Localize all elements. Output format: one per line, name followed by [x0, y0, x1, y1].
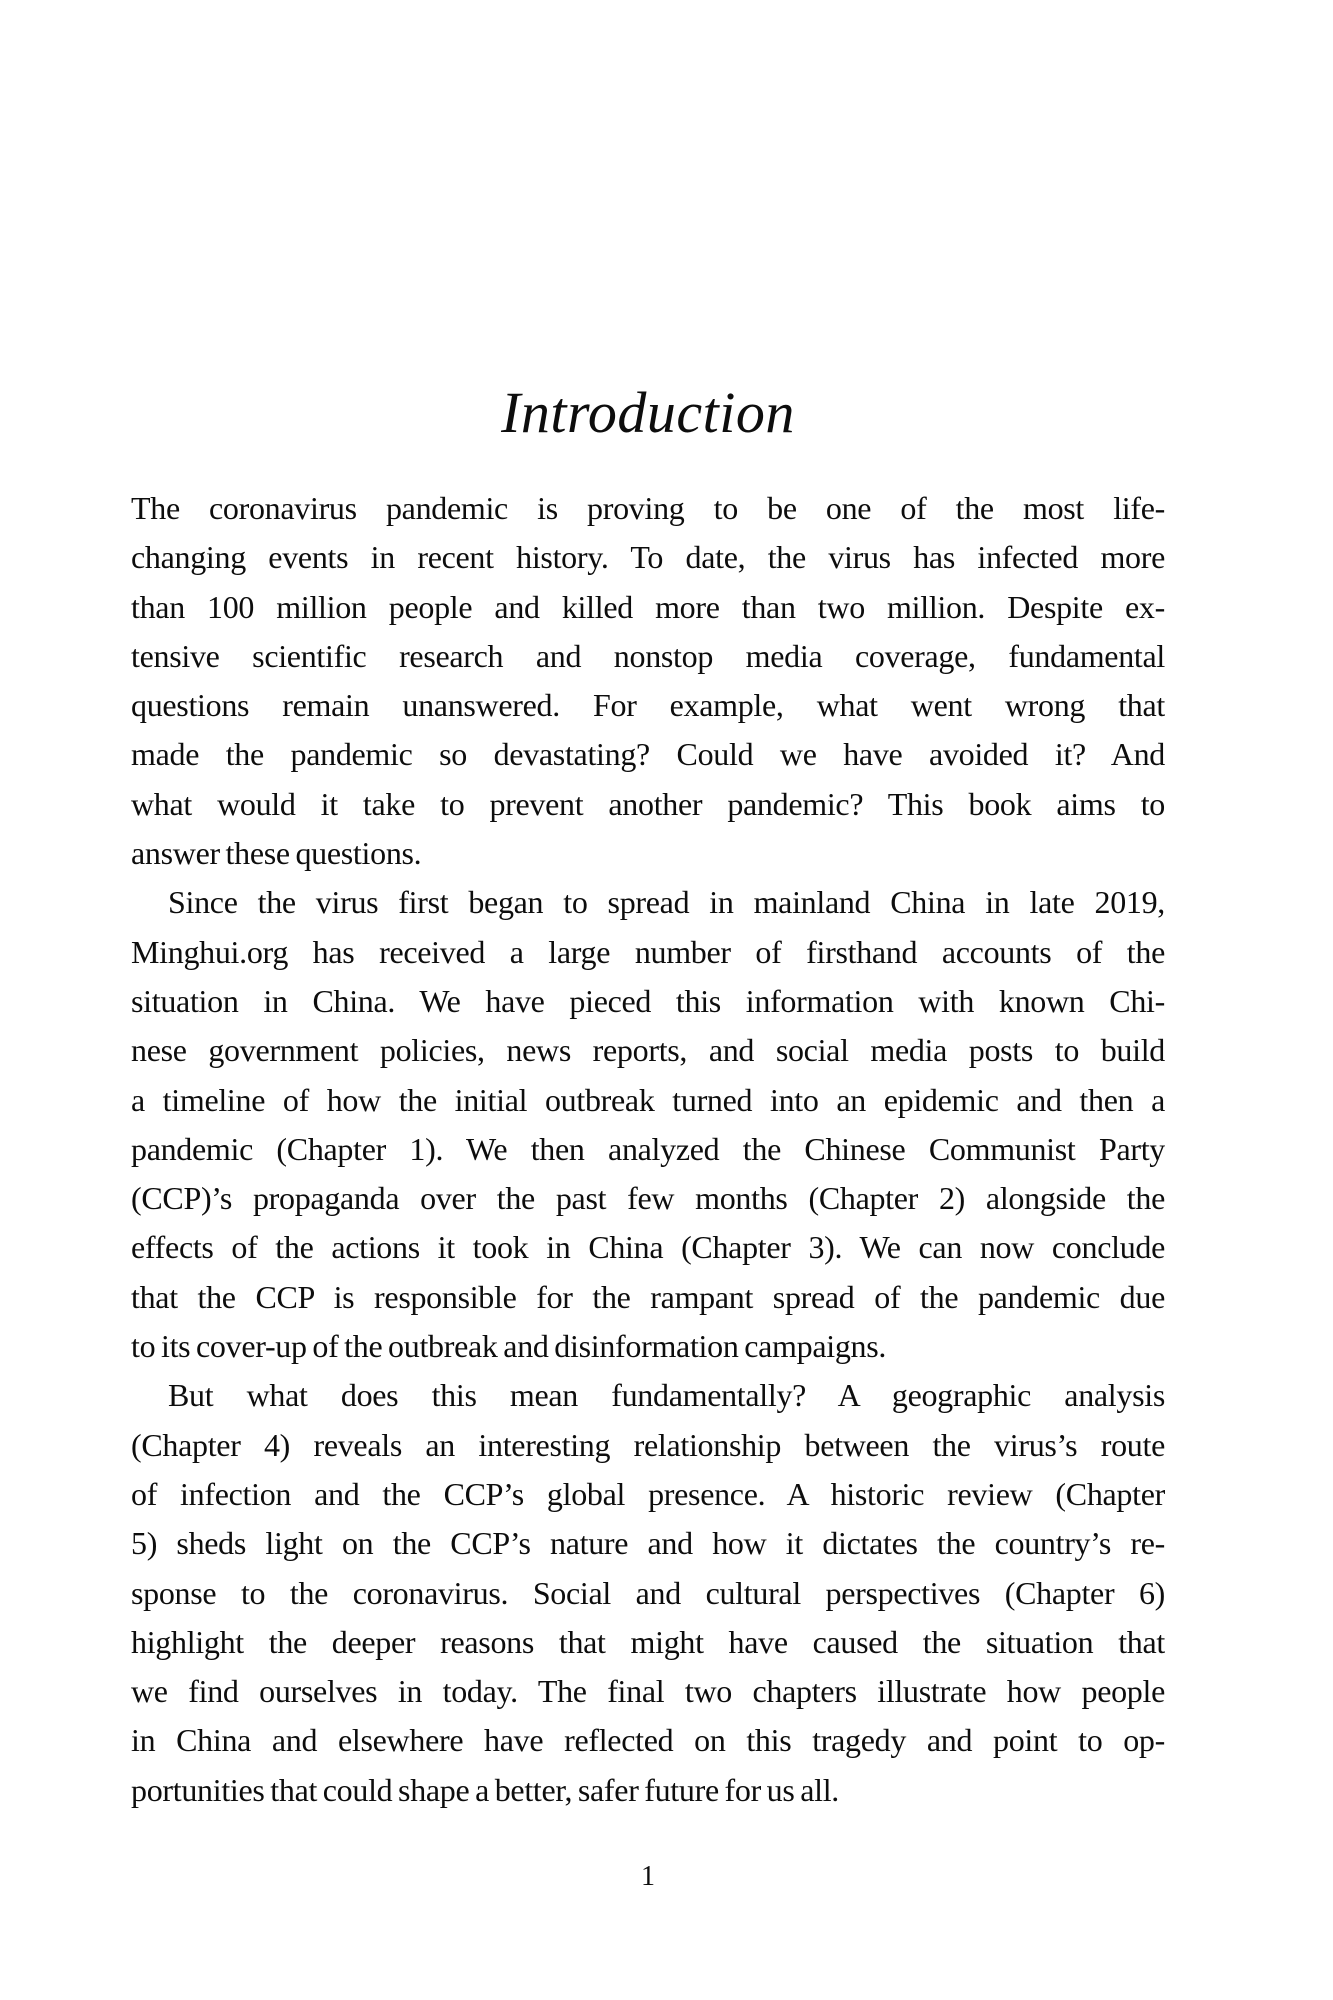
text-line: (Chapter 4) reveals an interesting relationship between the virus’s route: [131, 1426, 1165, 1463]
text-line: 5) sheds light on the CCP’s nature and how it dictates the country’s re-: [131, 1525, 1165, 1562]
text-line: changing events in recent history. To date, the virus has infected more: [131, 539, 1165, 576]
text-line: situation in China. We have pieced this information with known Chi-: [131, 982, 1165, 1019]
text-line: highlight the deeper reasons that might have caused the situation that: [131, 1623, 1165, 1660]
paragraph: [131, 484, 1165, 878]
text-line: made the pandemic so devastating? Could we have avoided it? And: [131, 736, 1165, 773]
text-line: pandemic (Chapter 1). We then analyzed the Chinese Communist Party: [131, 1130, 1165, 1167]
text-line: The coronavirus pandemic is proving to be one of the most life-: [131, 490, 1165, 526]
text-line: a timeline of how the initial outbreak turned into an epidemic and then a: [131, 1081, 1165, 1118]
text-line: in China and elsewhere have reflected on this tragedy and point to op-: [131, 1722, 1165, 1759]
text-line: than 100 million people and killed more than two million. Despite ex-: [131, 588, 1165, 625]
text-line: tensive scientific research and nonstop media coverage, fundamental: [131, 637, 1165, 674]
text-line: sponse to the coronavirus. Social and cultural perspectives (Chapter 6): [131, 1574, 1165, 1611]
text-line: to its cover-up of the outbreak and disinformation campaigns.: [131, 1328, 887, 1365]
text-line: portunities that could shape a better, safer future for us all.: [131, 1771, 840, 1808]
text-line: nese government policies, news reports, and social media posts to build: [131, 1032, 1165, 1069]
text-line: questions remain unanswered. For example, what went wrong that: [131, 687, 1165, 724]
text-line: But what does this mean fundamentally? A geographic analysis: [168, 1377, 1165, 1414]
paragraph: [131, 878, 1165, 1371]
text-line: answer these questions.: [131, 835, 422, 872]
text-line: effects of the actions it took in China (Chapter 3). We can now conclude: [131, 1229, 1165, 1266]
page-body: [131, 484, 1165, 1815]
text-line: (CCP)’s propaganda over the past few months (Chapter 2) alongside the: [131, 1180, 1165, 1217]
text-line: of infection and the CCP’s global presence. A historic review (Chapter: [131, 1475, 1165, 1512]
text-line: Minghui.org has received a large number of firsthand accounts of the: [131, 933, 1165, 970]
paragraph: [131, 1371, 1165, 1815]
page-title: Introduction: [501, 380, 795, 445]
text-line: Since the virus first began to spread in mainland China in late 2019,: [168, 884, 1165, 921]
text-line: we find ourselves in today. The final two chapters illustrate how people: [131, 1673, 1165, 1710]
page-number: 1: [641, 1861, 655, 1892]
text-line: what would it take to prevent another pandemic? This book aims to: [131, 785, 1165, 822]
text-line: that the CCP is responsible for the rampant spread of the pandemic due: [131, 1278, 1165, 1315]
